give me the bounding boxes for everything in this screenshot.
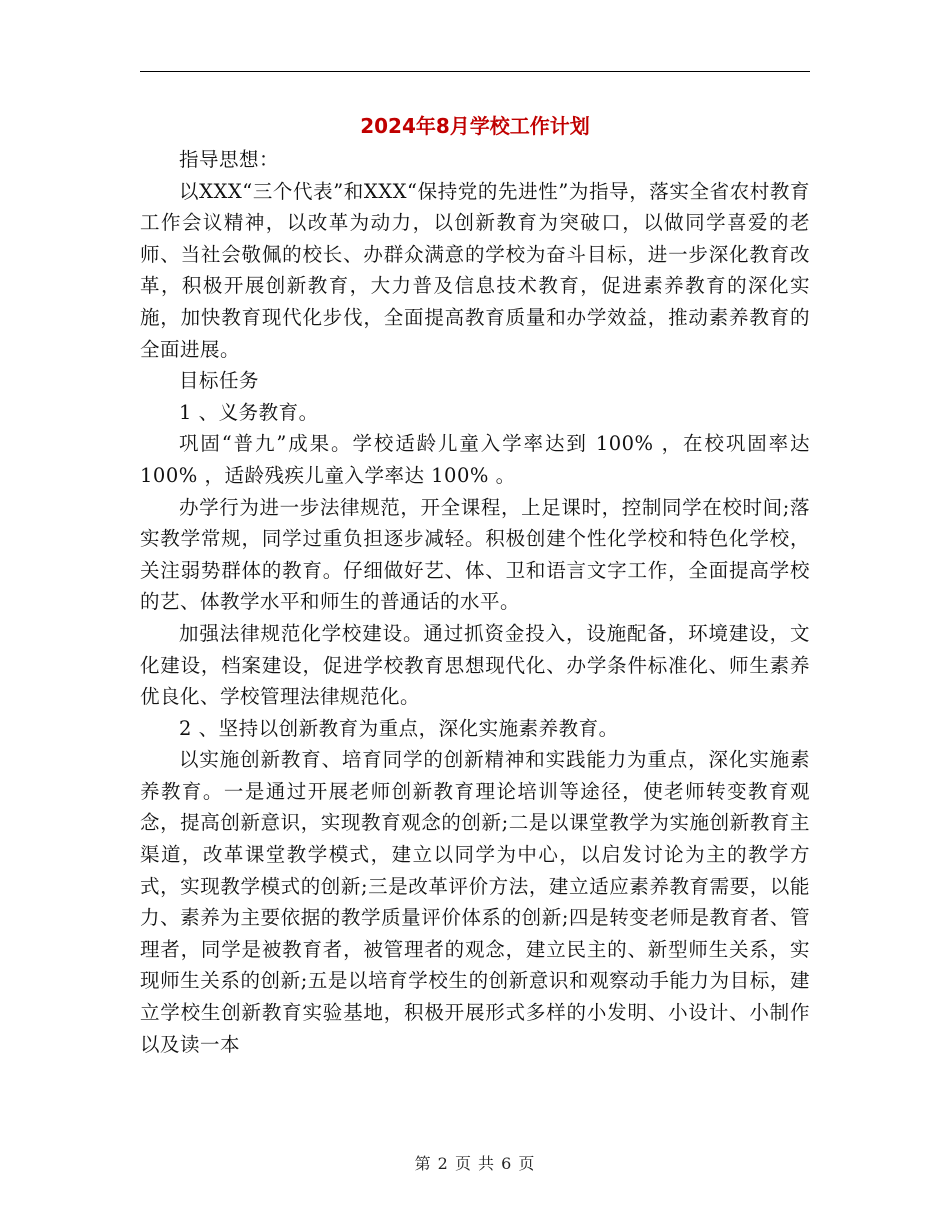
paragraph-guiding-content: 以XXX“三个代表”和XXX“保持党的先进性”为指导，落实全省农村教育工作会议精神，以改革为动力，以创新教育为突破口，以做同学喜爱的老师、当社会敬佩的校长、办群众满意的学校为奋斗目标，进一步深化教育改革，积极开展创新教育，大力普及信息技术教育，促进素养教育的深化实施，加快教育现代化步伐，全面提高教育质量和办学效益，推动素养教育的全面进展。 (140, 179, 810, 361)
paragraph-section-1-heading: 1 、义务教育。 (179, 400, 319, 424)
page-number-footer: 第 2 页 共 6 页 (414, 1154, 536, 1173)
header-rule (140, 71, 810, 72)
document-title: 2024年8月学校工作计划 (360, 114, 590, 138)
paragraph-school-conduct: 办学行为进一步法律规范，开全课程，上足课时，控制同学在校时间;落实教学常规，同学过重负担逐步减轻。积极创建个性化学校和特色化学校，关注弱势群体的教育。仔细做好艺、体、卫和语言文字工作，全面提高学校的艺、体教学水平和师生的普通话的水平。 (140, 495, 810, 614)
paragraph-goals-heading: 目标任务 (179, 369, 260, 393)
paragraph-enrollment: 巩固“普九”成果。学校适龄儿童入学率达到 100% ，在校巩固率达 100% ，适龄残疾儿童入学率达 100% 。 (140, 432, 810, 487)
paragraph-section-2-heading: 2 、坚持以创新教育为重点，深化实施素养教育。 (179, 716, 619, 740)
paragraph-guiding-heading: 指导思想： (179, 148, 280, 171)
paragraph-standardization: 加强法律规范化学校建设。通过抓资金投入，设施配备，环境建设，文化建设，档案建设，促进学校教育思想现代化、办学条件标准化、师生素养优良化、学校管理法律规范化。 (140, 621, 810, 709)
document-body (140, 144, 810, 1060)
paragraph-innovation-education: 以实施创新教育、培育同学的创新精神和实践能力为重点，深化实施素养教育。一是通过开展老师创新教育理论培训等途径，使老师转变教育观念，提高创新意识，实现教育观念的创新;二是以课堂教学为实施创新教育主渠道，改革课堂教学模式，建立以同学为中心，以启发讨论为主的教学方式，实现教学模式的创新;三是改革评价方法，建立适应素养教育需要，以能力、素养为主要依据的教学质量评价体系的创新;四是转变老师是教育者、管理者，同学是被教育者，被管理者的观念，建立民主的、新型师生关系，实现师生关系的创新;五是以培育学校生的创新意识和观察动手能力为目标，建立学校生创新教育实验基地，积极开展形式多样的小发明、小设计、小制作以及读一本 (140, 748, 810, 1056)
